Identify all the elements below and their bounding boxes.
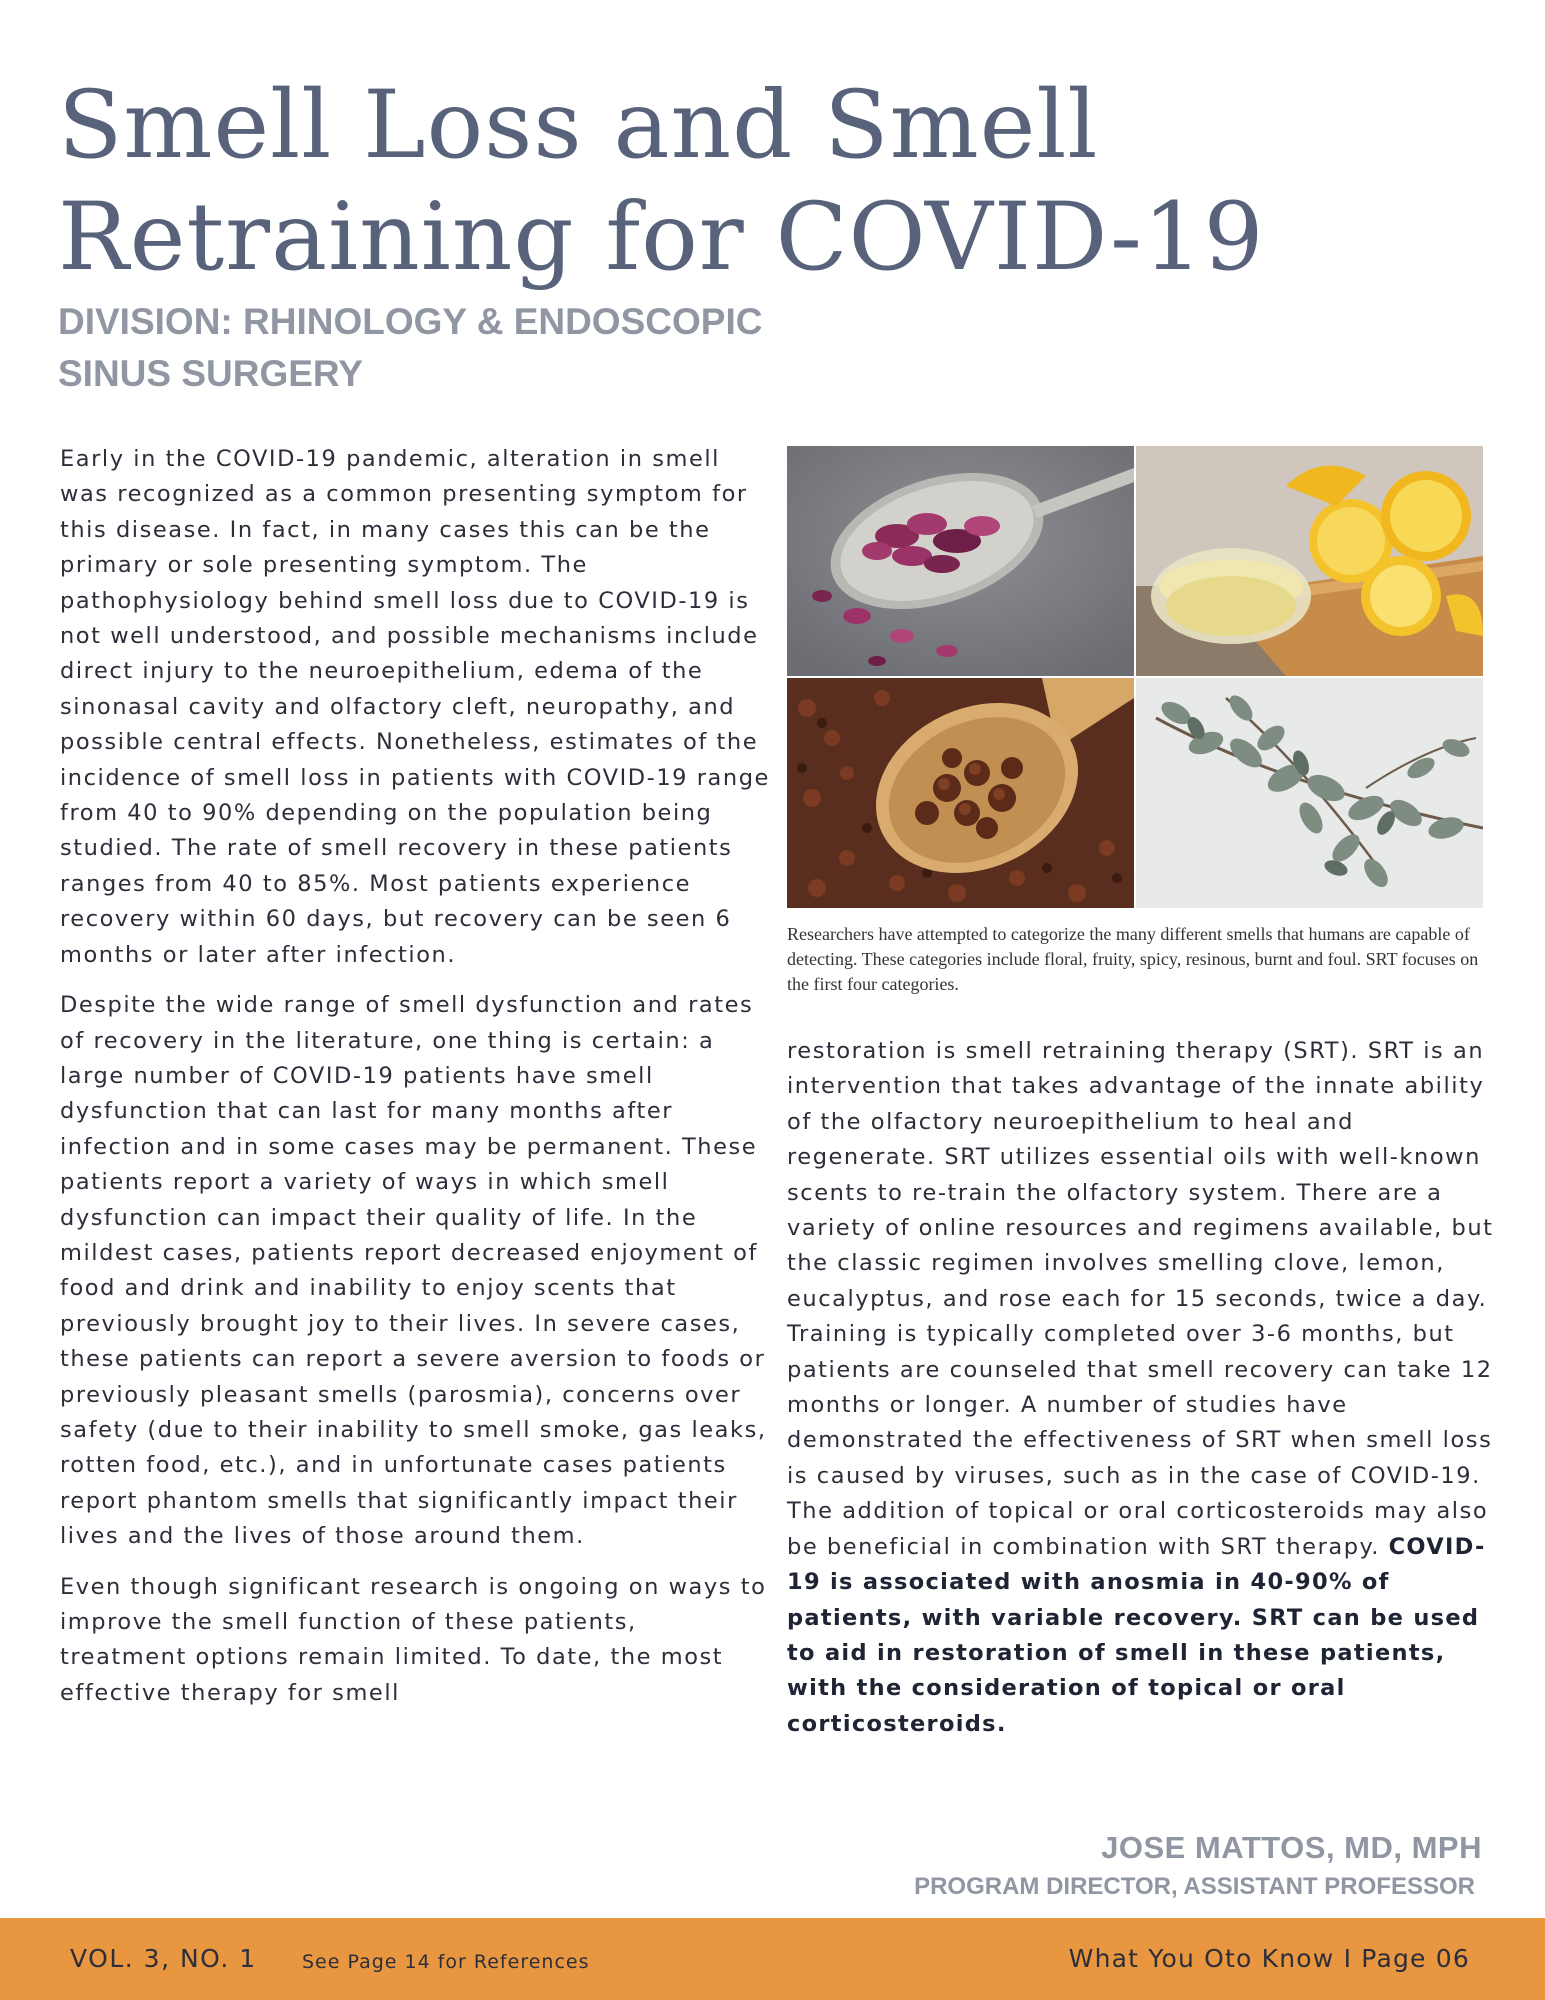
- paragraph-3: Even though significant research is ongoing on ways to improve the smell function of these patients, treatment options remain limited. To date, the most effective therapy for smell: [60, 1573, 767, 1706]
- author-role: PROGRAM DIRECTOR, ASSISTANT PROFESSOR: [914, 1873, 1475, 1900]
- paragraph-4-text: restoration is smell retraining therapy (SRT). SRT is an intervention that takes advantage of the innate ability of the olfactory neuroepithelium to heal and regenerate. SRT utilizes essential oils with well-known scents to re-train the olfactory system. There are a variety of online resources and regimens available, but the classic regimen involves smelling clove, lemon, eucalyptus, and rose each for 15 seconds, twice a day. Training is typically completed over 3-6 months, but patients are counseled that smell recovery can take 12 months or longer. A number of studies have demonstrated the effectiveness of SRT when smell loss is caused by viruses, such as in the case of COVID-19. The addition of topical or oral corticosteroids may also be beneficial in combination with SRT therapy.: [787, 1038, 1494, 1560]
- lemon-photo: [1136, 446, 1483, 676]
- volume-label: VOL. 3, NO. 1: [70, 1944, 257, 1973]
- division-subtitle: [58, 296, 858, 400]
- clove-photo: [787, 678, 1134, 908]
- division-line-2: SINUS SURGERY: [58, 353, 363, 394]
- title-line-2: Retraining for COVID-19: [58, 183, 1265, 292]
- figure-caption: Researchers have attempted to categorize the many different smells that humans are capable of detecting. These categories include floral, fruity, spicy, resinous, burnt and foul. SRT focuses on the first four categories.: [787, 924, 1479, 994]
- key-takeaway: COVID-19 is associated with anosmia in 40-90% of patients, with variable recovery. SRT can be used to aid in restoration of smell in these patients, with the consideration of topical or oral corticosteroids.: [787, 1533, 1486, 1737]
- left-column: [60, 442, 772, 1726]
- title-line-1: Smell Loss and Smell: [58, 71, 1099, 180]
- scent-photo-grid: [787, 446, 1484, 908]
- paragraph-2: Despite the wide range of smell dysfunction and rates of recovery in the literature, one thing is certain: a large number of COVID-19 patients have smell dysfunction that can last for many months after infection and in some cases may be permanent. These patients report a variety of ways in which smell dysfunction can impact their quality of life. In the mildest cases, patients report decreased enjoyment of food and drink and inability to enjoy scents that previously brought joy to their lives. In severe cases, these patients can report a severe aversion to foods or previously pleasant smells (parosmia), concerns over safety (due to their inability to smell smoke, gas leaks, rotten food, etc.), and in unfortunate cases patients report phantom smells that significantly impact their lives and the lives of those around them.: [60, 992, 767, 1550]
- paragraph-1: Early in the COVID-19 pandemic, alteration in smell was recognized as a common presenting symptom for this disease. In fact, in many cases this can be the primary or sole presenting symptom. The pathophysiology behind smell loss due to COVID-19 is not well understood, and possible mechanisms include direct injury to the neuroepithelium, edema of the sinonasal cavity and olfactory cleft, neuropathy, and possible central effects. Nonetheless, estimates of the incidence of smell loss in patients with COVID-19 range from 40 to 90% depending on the population being studied. The rate of smell recovery in these patients ranges from 40 to 85%. Most patients experience recovery within 60 days, but recovery can be seen 6 months or later after infection.: [60, 446, 770, 968]
- eucalyptus-photo: [1136, 678, 1483, 908]
- article-title: [58, 70, 1358, 294]
- paragraph-4: [787, 1034, 1499, 1742]
- page-label: What You Oto Know I Page 06: [1068, 1944, 1470, 1973]
- rose-petals-photo: [787, 446, 1134, 676]
- division-line-1: DIVISION: RHINOLOGY & ENDOSCOPIC: [58, 301, 763, 342]
- right-column: [787, 1034, 1499, 1742]
- references-note: See Page 14 for References: [302, 1951, 590, 1973]
- footer-bar: [0, 1918, 1545, 2000]
- author-name: JOSE MATTOS, MD, MPH: [1101, 1830, 1482, 1865]
